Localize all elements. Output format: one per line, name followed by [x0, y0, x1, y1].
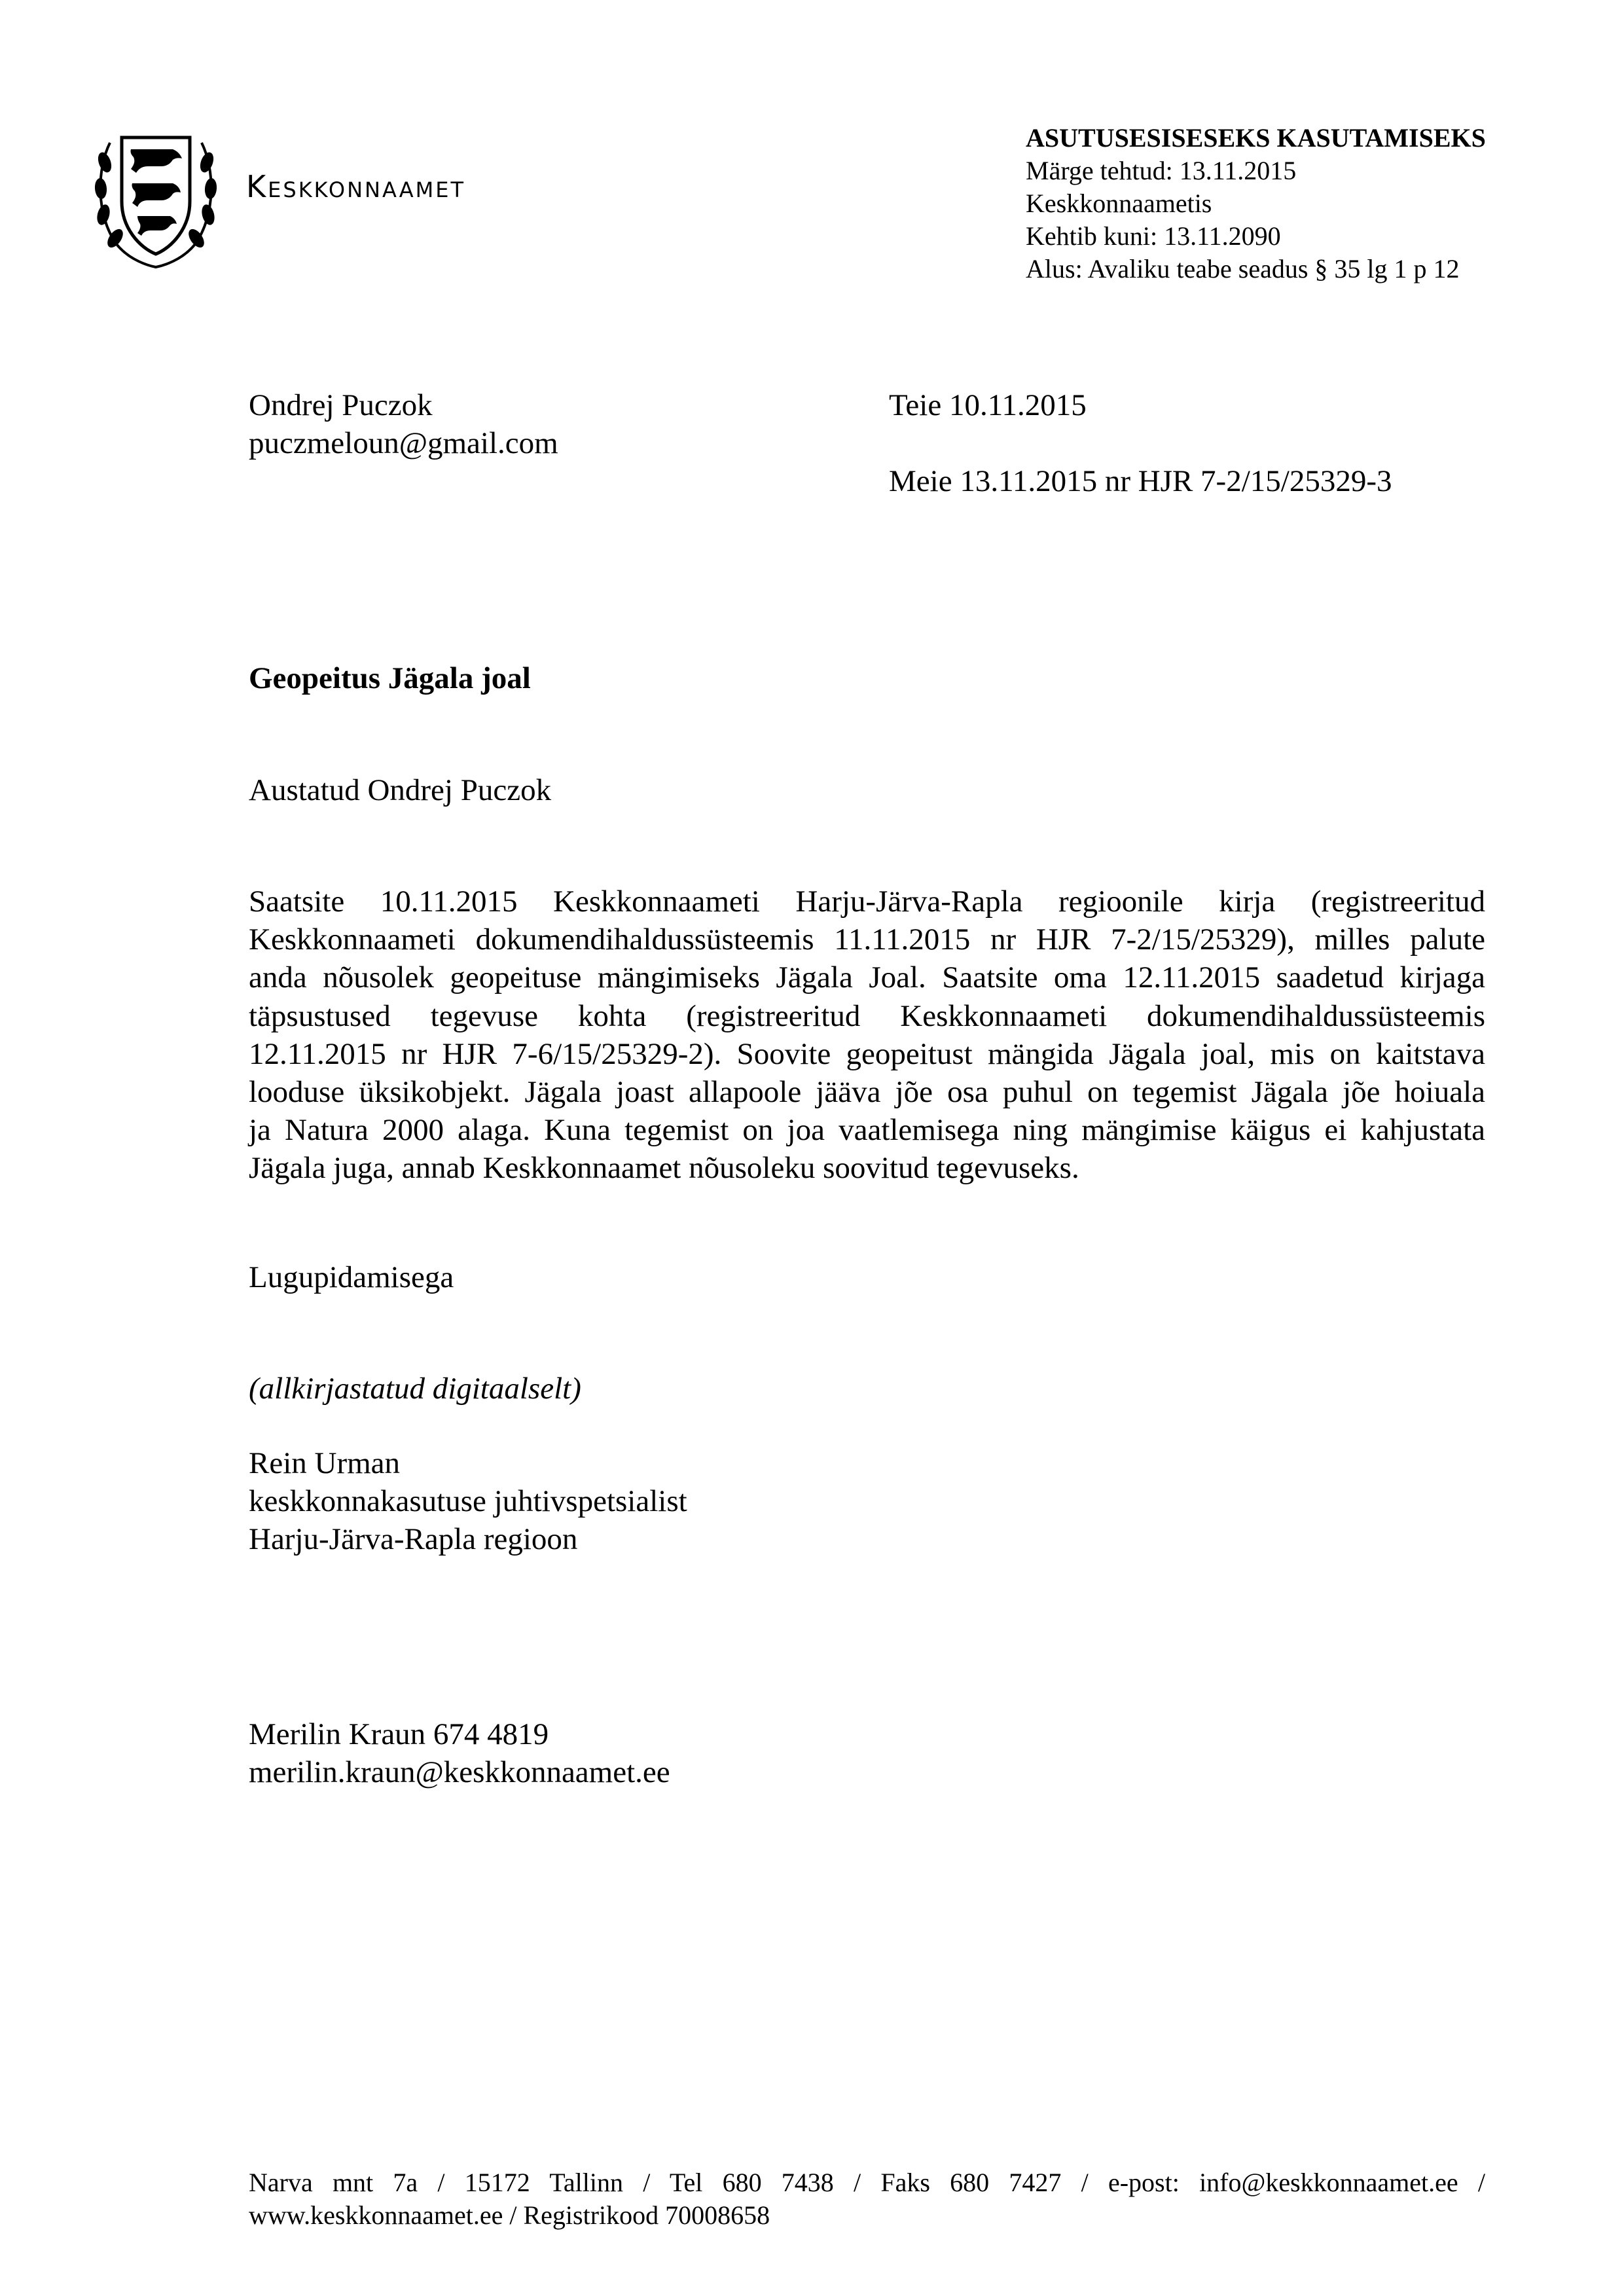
letter-subject: Geopeitus Jägala joal: [249, 661, 531, 695]
recipient-email: puczmeloun@gmail.com: [249, 426, 558, 460]
reference-ours: Meie 13.11.2015 nr HJR 7-2/15/25329-3: [889, 464, 1392, 498]
recipient-block: [249, 386, 558, 462]
signatory-block: [249, 1444, 687, 1558]
restricted-use-stamp: [1026, 122, 1486, 285]
body-line: Jägala juga, annab Keskkonnaamet nõusoleku soovitud tegevuseks.: [249, 1151, 1079, 1186]
body-line: Saatsite 10.11.2015 Keskkonnaameti Harju-Järva-Rapla regioonile kirja (registreeritud: [249, 884, 1485, 919]
letter-salutation: Austatud Ondrej Puczok: [249, 773, 552, 807]
body-line: 12.11.2015 nr HJR 7-6/15/25329-2). Soovite geopeitust mängida Jägala joal, mis on kaitstava: [249, 1036, 1485, 1071]
recipient-name: Ondrej Puczok: [249, 388, 433, 422]
body-line: anda nõusolek geopeituse mängimiseks Jägala Joal. Saatsite oma 12.11.2015 saadetud kirjaga: [249, 960, 1485, 995]
signatory-region: Harju-Järva-Rapla regioon: [249, 1522, 578, 1556]
contact-phone: Merilin Kraun 674 4819: [249, 1717, 549, 1751]
signatory-position: keskkonnakasutuse juhtivspetsialist: [249, 1484, 687, 1518]
letter-closing: Lugupidamisega: [249, 1260, 454, 1294]
footer-web-line: www.keskkonnaamet.ee / Registrikood 70008658: [249, 2200, 770, 2230]
body-line: looduse üksikobjekt. Jägala joast allapoole jääva jõe osa puhul on tegemist Jägala jõe hoiuala: [249, 1075, 1485, 1110]
body-line: Keskkonnaameti dokumendihaldussüsteemis 11.11.2015 nr HJR 7-2/15/25329), milles palute: [249, 922, 1485, 957]
stamp-line: Kehtib kuni: 13.11.2090: [1026, 221, 1281, 251]
stamp-line: Keskkonnaametis: [1026, 189, 1212, 218]
page-footer: [249, 2166, 1485, 2232]
letter-body: [249, 883, 1485, 1188]
digital-signature-note: (allkirjastatud digitaalselt): [249, 1372, 581, 1406]
stamp-title: ASUTUSESISESEKS KASUTAMISEKS: [1026, 123, 1486, 153]
signatory-name: Rein Urman: [249, 1446, 401, 1480]
agency-name: Keskkonnaamet: [246, 169, 466, 204]
estonian-coat-of-arms-icon: [90, 123, 221, 268]
body-line: ja Natura 2000 alaga. Kuna tegemist on joa vaatlemisega ning mängimise käigus ei kahjustata: [249, 1113, 1485, 1148]
stamp-line: Alus: Avaliku teabe seadus § 35 lg 1 p 12: [1026, 254, 1460, 283]
body-line: täpsustused tegevuse kohta (registreeritud Keskkonnaameti dokumendihaldussüsteemis: [249, 998, 1485, 1033]
reference-yours: Teie 10.11.2015: [889, 388, 1087, 422]
footer-address-line: Narva mnt 7a / 15172 Tallinn / Tel 680 7438 / Faks 680 7427 / e-post: info@keskkonnaamet.ee /: [249, 2168, 1485, 2197]
stamp-line: Märge tehtud: 13.11.2015: [1026, 156, 1297, 185]
reference-block: [889, 386, 1392, 500]
coat-of-arms-logo: [90, 123, 221, 268]
contact-email: merilin.kraun@keskkonnaamet.ee: [249, 1755, 670, 1789]
contact-block: [249, 1715, 670, 1791]
